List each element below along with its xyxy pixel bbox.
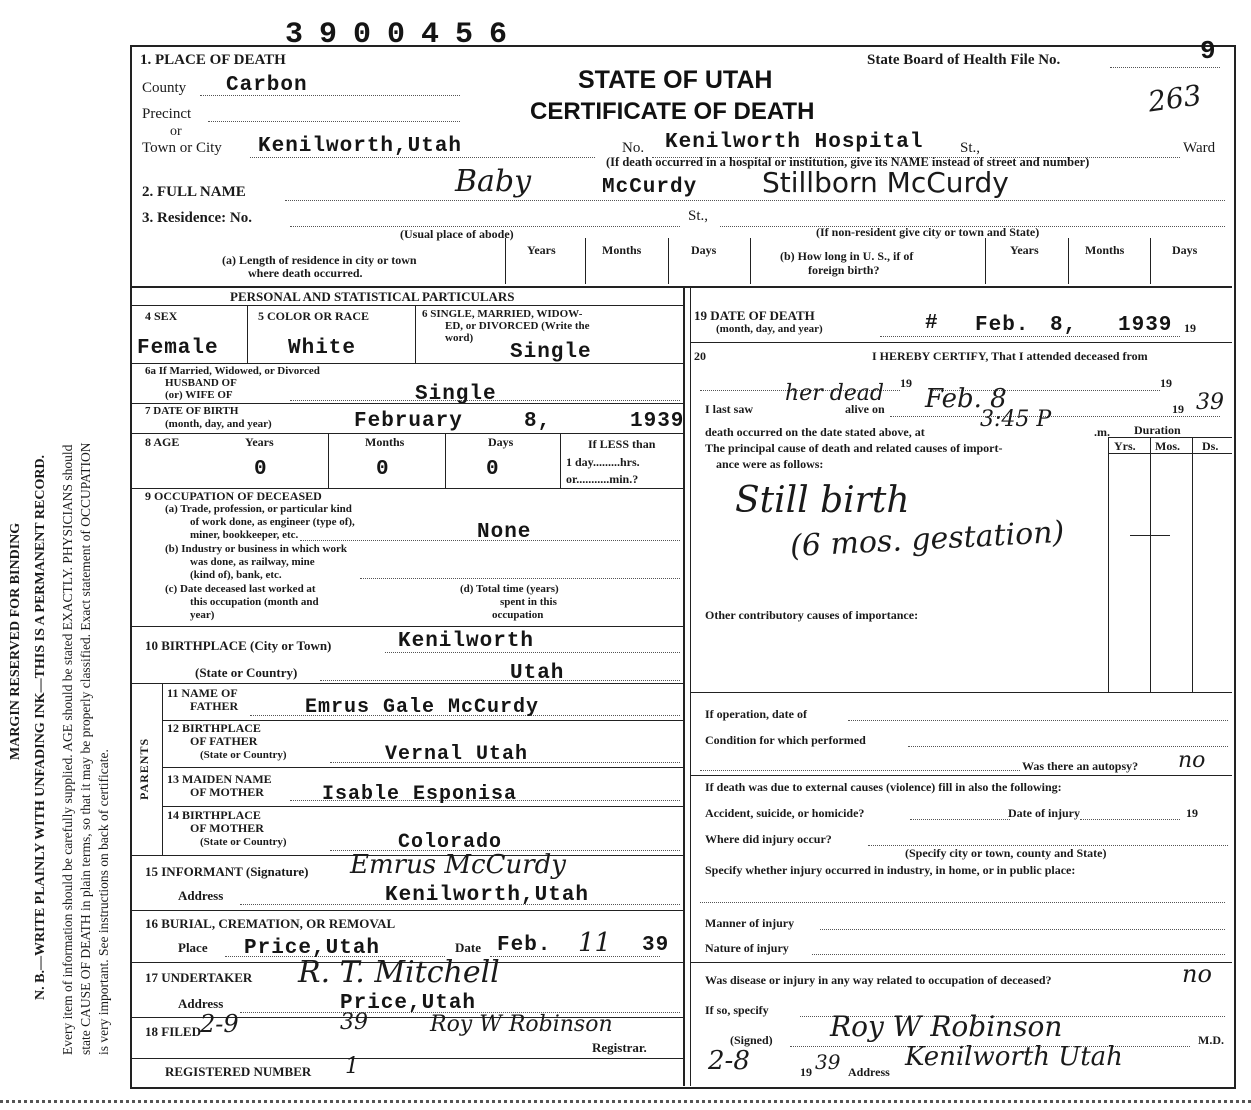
contributory-label: Other contributory causes of importance: xyxy=(705,608,919,622)
last-saw-date: Feb. 8 xyxy=(925,384,1007,414)
birthplace-label: 10 BIRTHPLACE (City or Town) xyxy=(145,638,332,653)
margin-ink-note: N. B.—WRITE PLAINLY WITH UNFADING INK—THIS IS A PERMANENT RECORD. xyxy=(33,454,48,1000)
filed-label: 18 FILED xyxy=(145,1024,201,1039)
informant-label: 15 INFORMANT (Signature) xyxy=(145,864,309,879)
condition-label: Condition for which performed xyxy=(705,733,866,747)
usual-abode-note: (Usual place of abode) xyxy=(400,227,514,241)
age-months-header: Months xyxy=(365,435,405,449)
item-20: 20 xyxy=(694,349,706,363)
specify-industry-label: Specify whether injury occurred in industry, in home, or in public place: xyxy=(705,863,1076,877)
birthplace-value: Kenilworth xyxy=(398,630,535,653)
registered-number-label: REGISTERED NUMBER xyxy=(165,1064,312,1079)
residence-a-line2: where death occurred. xyxy=(248,266,363,280)
physician-address-label: Address xyxy=(848,1065,890,1079)
full-name-label: 2. FULL NAME xyxy=(142,184,246,200)
accident-label: Accident, suicide, or homicide? xyxy=(705,806,865,820)
county-label: County xyxy=(142,80,187,96)
state-file-number: 9 xyxy=(1200,36,1217,66)
last-saw-hw: her dead xyxy=(785,381,884,406)
father-birthplace: Vernal Utah xyxy=(385,743,529,766)
occ-b1: (b) Industry or business in which work xyxy=(165,543,347,555)
residence-a-line1: (a) Length of residence in city or town xyxy=(222,253,417,267)
dod-day: 8, xyxy=(1050,314,1078,337)
registrar-signature: Roy W Robinson xyxy=(430,1012,613,1037)
informant-signature: Emrus McCurdy xyxy=(350,850,566,880)
color-value: White xyxy=(288,337,357,360)
father-name: Emrus Gale McCurdy xyxy=(305,696,540,719)
undertaker-address-label: Address xyxy=(178,996,224,1011)
cause-handwritten-1: Still birth xyxy=(735,480,910,521)
occ-d2: spent in this xyxy=(500,596,557,608)
registered-number: 1 xyxy=(345,1054,359,1079)
margin-text xyxy=(0,0,130,1110)
precinct-label: Precinct xyxy=(142,106,192,122)
dod-line2: (month, day, and year) xyxy=(716,323,823,335)
last-saw-label: I last saw xyxy=(705,402,754,416)
hospital-name: Kenilworth Hospital xyxy=(665,131,924,154)
occ-d1: (d) Total time (years) xyxy=(460,583,559,595)
related-label: Was disease or injury in any way related to occupation of deceased? xyxy=(705,973,1052,987)
birth-state-value: Utah xyxy=(510,662,565,685)
occ-c2: this occupation (month and xyxy=(190,596,319,608)
nature-label: Nature of injury xyxy=(705,941,789,955)
signed-date: 2-8 xyxy=(708,1046,750,1076)
town-value: Kenilworth,Utah xyxy=(258,135,463,158)
no-label: No. xyxy=(622,140,645,156)
m-label: .m. xyxy=(1094,425,1110,439)
last-saw-19: 19 xyxy=(1172,402,1184,416)
page-subtitle: CERTIFICATE OF DEATH xyxy=(530,98,815,125)
occ-a1: (a) Trade, profession, or particular kind xyxy=(165,503,352,515)
injury-date-label: Date of injury xyxy=(1008,806,1080,820)
fbirth-label1: 12 BIRTHPLACE xyxy=(167,721,261,735)
us-months-header: Months xyxy=(1085,243,1125,257)
name-scribble: Baby xyxy=(455,164,532,199)
town-label: Town or City xyxy=(142,140,222,156)
signed-19: 19 xyxy=(800,1065,812,1079)
margin-instructions-3: is very important. See instructions on back of certificate. xyxy=(96,749,111,1055)
dod-hash: # xyxy=(925,312,939,335)
md-label: M.D. xyxy=(1198,1033,1224,1047)
dod-suffix: 19 xyxy=(1184,321,1196,335)
spouse-line3: (or) WIFE OF xyxy=(165,389,233,401)
occ-b2: was done, as railway, mine xyxy=(190,556,315,568)
undertaker-signature: R. T. Mitchell xyxy=(298,955,500,990)
burial-year: 39 xyxy=(642,934,670,957)
mos-header: Mos. xyxy=(1155,439,1180,453)
dod-year: 1939 xyxy=(1118,314,1173,337)
yrs-header: Yrs. xyxy=(1114,439,1136,453)
color-label: 5 COLOR OR RACE xyxy=(258,309,370,323)
name-handwritten: Stillborn McCurdy xyxy=(762,166,1009,199)
margin-binding-note: MARGIN RESERVED FOR BINDING xyxy=(8,522,23,760)
where-label: Where did injury occur? xyxy=(705,832,832,846)
if-so-label: If so, specify xyxy=(705,1003,769,1017)
fbirth-label2: OF FATHER xyxy=(190,734,258,748)
signed-year: 39 xyxy=(815,1050,841,1074)
less-line3: or...........min.? xyxy=(566,472,639,486)
age-years-header: Years xyxy=(245,435,274,449)
father-label2: FATHER xyxy=(190,699,239,713)
undertaker-label: 17 UNDERTAKER xyxy=(145,970,253,985)
res-months-header: Months xyxy=(602,243,642,257)
cause-handwritten-2: (6 mos. gestation) xyxy=(789,514,1066,565)
from-year: 19 xyxy=(900,376,912,390)
dod-month: Feb. xyxy=(975,314,1030,337)
dod-line1: 19 DATE OF DEATH xyxy=(694,308,815,323)
informant-address: Kenilworth,Utah xyxy=(385,884,590,907)
state-file-label: State Board of Health File No. xyxy=(867,52,1061,68)
certificate-number: 3900456 xyxy=(285,18,524,52)
mbirth-label3: (State or Country) xyxy=(200,836,287,848)
place-heading: 1. PLACE OF DEATH xyxy=(140,52,286,68)
physician-address: Kenilworth Utah xyxy=(905,1042,1123,1072)
cause-line2: ance were as follows: xyxy=(716,457,824,471)
registrar-label: Registrar. xyxy=(592,1040,647,1055)
marital-line1: 6 SINGLE, MARRIED, WIDOW- xyxy=(422,308,583,320)
margin-instructions-1: Every item of information should be carefully supplied. AGE should be stated EXACTLY. PHYSICIANS should xyxy=(60,444,75,1055)
fbirth-label3: (State or Country) xyxy=(200,749,287,761)
injury-year: 19 xyxy=(1186,806,1198,820)
autopsy-label: Was there an autopsy? xyxy=(1022,759,1139,773)
specify-city-note: (Specify city or town, county and State) xyxy=(905,846,1107,860)
burial-place: Price,Utah xyxy=(244,937,381,960)
occ-a3: miner, bookkeeper, etc. xyxy=(190,529,299,541)
father-label1: 11 NAME OF xyxy=(167,686,238,700)
occ-c1: (c) Date deceased last worked at xyxy=(165,583,316,595)
residence-b-line2: foreign birth? xyxy=(808,263,880,277)
mother-birthplace: Colorado xyxy=(398,831,503,854)
signed-label: (Signed) xyxy=(730,1033,773,1047)
dob-year: 1939 xyxy=(630,410,685,433)
hospital-note: (If death occurred in a hospital or institution, give its NAME instead of street and number) xyxy=(606,155,1090,169)
cause-line1: The principal cause of death and related causes of import- xyxy=(705,441,1003,455)
spouse-line2: HUSBAND OF xyxy=(165,377,237,389)
occ-c3: year) xyxy=(190,609,215,621)
physician-signature: Roy W Robinson xyxy=(830,1010,1063,1043)
handwritten-file-number: 263 xyxy=(1145,78,1204,119)
filed-year: 39 xyxy=(340,1010,368,1035)
alive-on-label: alive on xyxy=(845,402,885,416)
or-label: or xyxy=(170,124,182,139)
margin-instructions-2: state CAUSE OF DEATH in plain terms, so that it may be properly classified. Exact statement of OCCUPATION xyxy=(78,442,93,1055)
marital-line2: ED, or DIVORCED (Write the xyxy=(445,320,590,332)
burial-day: 11 xyxy=(578,928,612,958)
residence-label: 3. Residence: No. xyxy=(142,210,252,226)
us-years-header: Years xyxy=(1010,243,1039,257)
county-value: Carbon xyxy=(226,74,308,97)
marital-value: Single xyxy=(510,341,592,364)
to-year: 19 xyxy=(1160,376,1172,390)
page-title: STATE OF UTAH xyxy=(578,66,773,94)
spouse-line1: 6a If Married, Widowed, or Divorced xyxy=(145,365,320,377)
mbirth-label1: 14 BIRTHPLACE xyxy=(167,808,261,822)
sex-value: Female xyxy=(137,337,219,360)
operation-label: If operation, date of xyxy=(705,707,807,721)
mother-name: Isable Esponisa xyxy=(322,783,518,806)
nonresident-note: (If non-resident give city or town and State) xyxy=(816,225,1040,239)
burial-label: 16 BURIAL, CREMATION, OR REMOVAL xyxy=(145,916,396,931)
ward-label: Ward xyxy=(1183,140,1216,156)
parents-label: PARENTS xyxy=(137,737,151,800)
name-typed: McCurdy xyxy=(602,176,698,199)
less-line2: 1 day.........hrs. xyxy=(566,455,640,469)
related-answer: no xyxy=(1182,960,1212,988)
spouse-value: Single xyxy=(415,383,497,406)
dob-line2: (month, day, and year) xyxy=(165,418,272,430)
birth-state-label: (State or Country) xyxy=(195,665,298,680)
burial-place-label: Place xyxy=(178,940,208,955)
res-years-header: Years xyxy=(527,243,556,257)
duration-label: Duration xyxy=(1134,423,1181,437)
manner-label: Manner of injury xyxy=(705,916,795,930)
occ-b3: (kind of), bank, etc. xyxy=(190,569,282,581)
us-days-header: Days xyxy=(1172,243,1198,257)
residence-b-line1: (b) How long in U. S., if of xyxy=(780,249,914,263)
external-label: If death was due to external causes (violence) fill in also the following: xyxy=(705,780,1062,794)
burial-date-label: Date xyxy=(455,940,481,955)
informant-address-label: Address xyxy=(178,888,224,903)
age-label: 8 AGE xyxy=(145,435,180,449)
death-time: 3:45 P xyxy=(980,407,1052,432)
dob-line1: 7 DATE OF BIRTH xyxy=(145,405,239,417)
occurred-label: death occurred on the date stated above, at xyxy=(705,425,925,439)
autopsy-answer: no xyxy=(1178,748,1206,773)
marital-line3: word) xyxy=(445,332,474,344)
residence-st-label: St., xyxy=(688,208,709,224)
age-months: 0 xyxy=(376,458,390,481)
occupation-value: None xyxy=(477,521,532,544)
dob-month: February xyxy=(354,410,463,433)
sex-label: 4 SEX xyxy=(145,309,178,323)
filed-date: 2-9 xyxy=(200,1010,239,1038)
occ-a2: of work done, as engineer (type of), xyxy=(190,516,355,528)
street-label: St., xyxy=(960,140,981,156)
less-line1: If LESS than xyxy=(588,437,656,451)
undertaker-address: Price,Utah xyxy=(340,992,477,1015)
mbirth-label2: OF MOTHER xyxy=(190,821,264,835)
age-days: 0 xyxy=(486,458,500,481)
occ-d3: occupation xyxy=(492,609,544,621)
dob-day: 8, xyxy=(524,410,552,433)
age-years: 0 xyxy=(254,458,268,481)
certify-text: I HEREBY CERTIFY, That I attended deceased from xyxy=(872,349,1148,363)
age-days-header: Days xyxy=(488,435,514,449)
burial-date: Feb. xyxy=(497,934,552,957)
bottom-rule xyxy=(0,1100,1251,1103)
personal-heading: PERSONAL AND STATISTICAL PARTICULARS xyxy=(230,289,515,304)
occupation-heading: 9 OCCUPATION OF DECEASED xyxy=(145,489,322,503)
last-saw-year: 39 xyxy=(1196,390,1224,415)
mother-label1: 13 MAIDEN NAME xyxy=(167,772,272,786)
mother-label2: OF MOTHER xyxy=(190,785,264,799)
res-days-header: Days xyxy=(691,243,717,257)
ds-header: Ds. xyxy=(1202,439,1219,453)
